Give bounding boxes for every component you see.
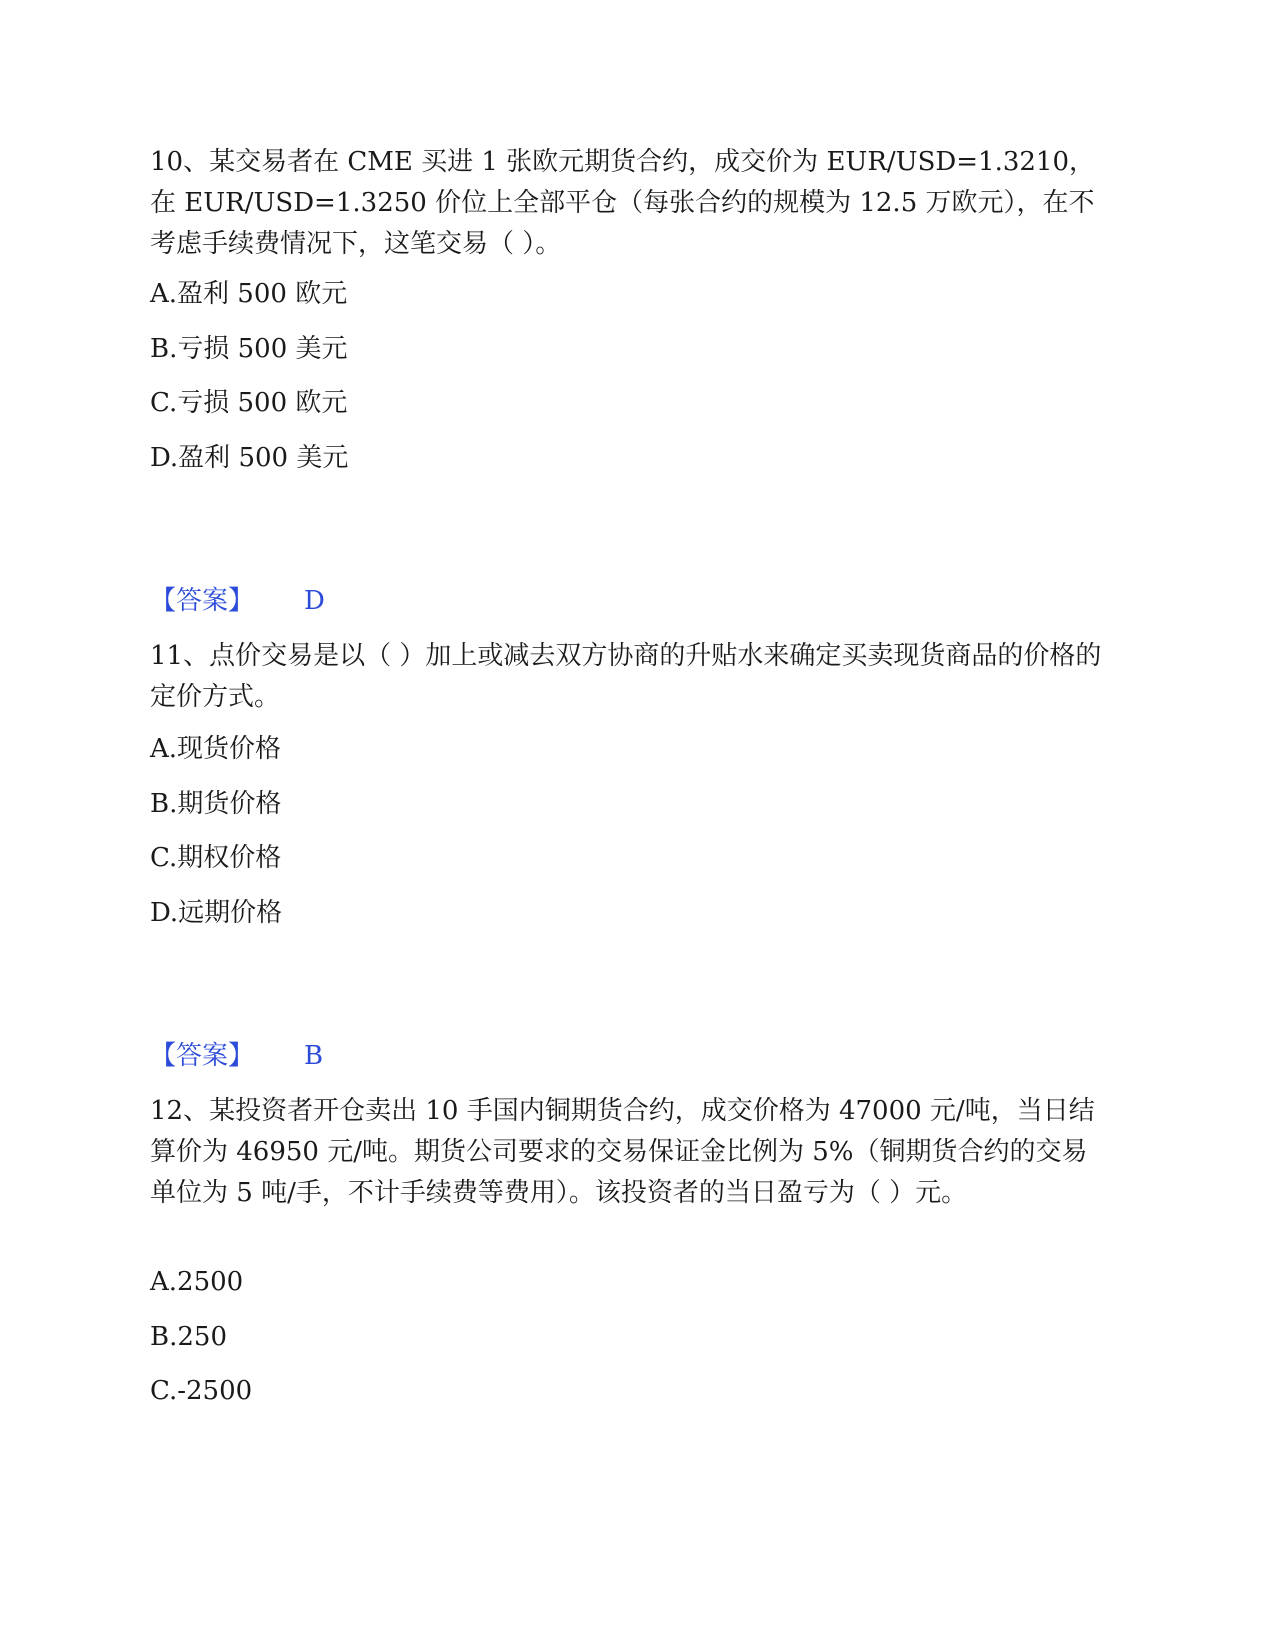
answer-value: D: [304, 586, 325, 616]
question-11-option-b: B.期货价格: [150, 789, 282, 819]
question-10-option-a: A.盈利 500 欧元: [150, 279, 348, 309]
question-12-option-c: C.-2500: [150, 1376, 253, 1406]
question-10-option-d: D.盈利 500 美元: [150, 443, 349, 473]
answer-value: B: [304, 1041, 324, 1071]
question-11-option-d: D.远期价格: [150, 898, 283, 928]
question-10-text: 10、某交易者在 CME 买进 1 张欧元期货合约，成交价为 EUR/USD=1.3210，在 EUR/USD=1.3250 价位上全部平仓（每张合约的规模为 12.5 万欧元），在不考虑手续费情况下，这笔交易（ ）。: [150, 147, 1096, 259]
question-11-text: 11、点价交易是以（ ）加上或减去双方协商的升贴水来确定买卖现货商品的价格的定价方式。: [150, 641, 1102, 712]
question-10-option-c: C.亏损 500 欧元: [150, 388, 348, 418]
answer-label: 【答案】: [150, 1041, 255, 1071]
question-11-option-c: C.期权价格: [150, 843, 282, 873]
question-12-option-a: A.2500: [150, 1267, 244, 1297]
question-10-answer: [150, 585, 325, 617]
question-11-option-a: A.现货价格: [150, 734, 282, 764]
question-10-option-b: B.亏损 500 美元: [150, 334, 348, 364]
question-12-option-b: B.250: [150, 1322, 227, 1352]
answer-label: 【答案】: [150, 586, 255, 616]
question-12-text: 12、某投资者开仓卖出 10 手国内铜期货合约，成交价格为 47000 元/吨，当日结算价为 46950 元/吨。期货公司要求的交易保证金比例为 5%（铜期货合约的交易单位为 5 吨/手，不计手续费等费用）。该投资者的当日盈亏为（ ）元。: [150, 1096, 1095, 1208]
question-11-answer: [150, 1040, 323, 1072]
